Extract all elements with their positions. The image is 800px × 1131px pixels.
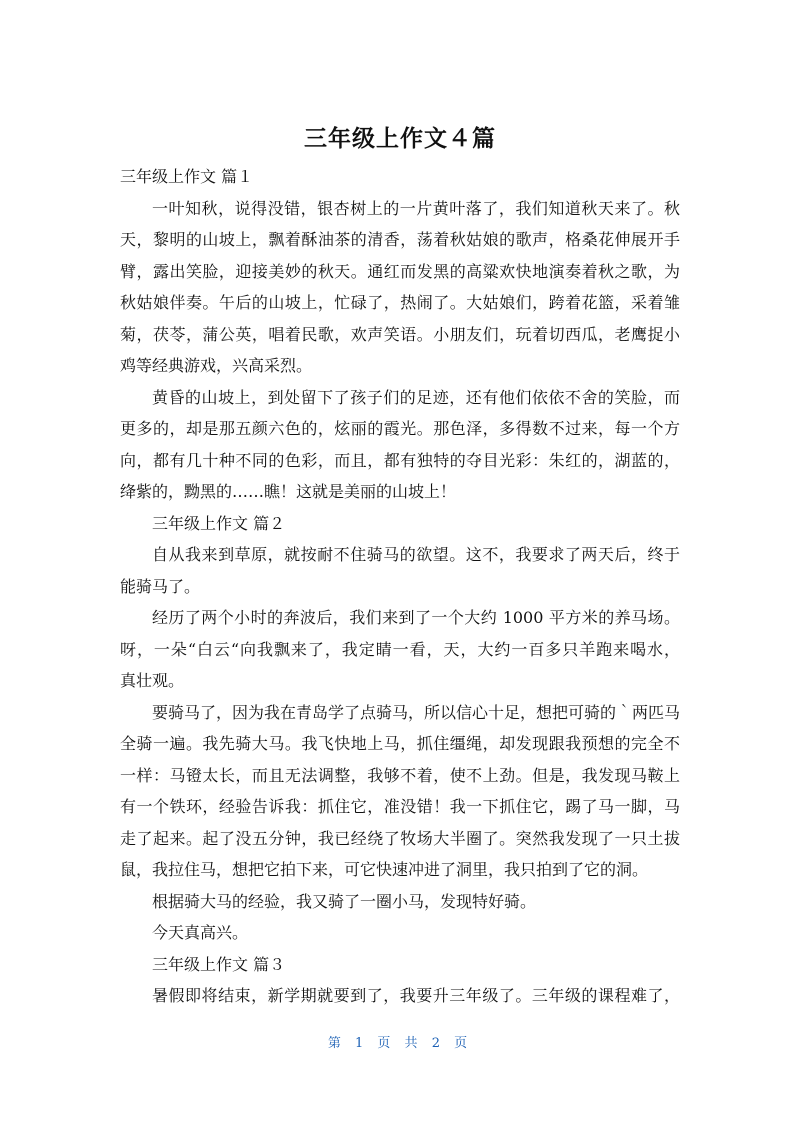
body-line: 黄昏的山坡上，到处留下了孩子们的足迹，还有他们依依不舍的笑脸，而 <box>152 387 680 407</box>
body-line: 天，黎明的山坡上，飘着酥油茶的清香，荡着秋姑娘的歌声，格桑花伸展开手 <box>120 230 680 249</box>
body-line: 自从我来到草原，就按耐不住骑马的欲望。这不，我要求了两天后，终于 <box>152 545 680 564</box>
body-line: 暑假即将结束，新学期就要到了，我要升三年级了。三年级的课程难了， <box>152 986 680 1005</box>
body-line: 菊，茯苓，蒲公英，唱着民歌，欢声笑语。小朋友们，玩着切西瓜，老鹰捉小 <box>120 324 680 344</box>
body-line: 走了起来。起了没五分钟，我已经绕了牧场大半圈了。突然我发现了一只土拔 <box>120 828 680 848</box>
body-line: 一叶知秋，说得没错，银杏树上的一片黄叶落了，我们知道秋天来了。秋 <box>152 198 680 218</box>
body-line: 有一个铁环，经验告诉我：抓住它，准没错！我一下抓住它，踢了马一脚，马 <box>120 797 680 816</box>
body-line: 根据骑大马的经验，我又骑了一圈小马，发现特好骑。 <box>152 891 537 911</box>
body-line: 向，都有几十种不同的色彩，而且，都有独特的夺目光彩：朱红的，湖蓝的， <box>120 450 680 470</box>
body-line: 一样：马镫太长，而且无法调整，我够不着，使不上劲。但是，我发现马鞍上 <box>120 765 680 785</box>
body-line: 经历了两个小时的奔波后，我们来到了一个大约 1000 平方米的养马场。 <box>152 608 680 627</box>
body-line: 今天真高兴。 <box>152 923 249 942</box>
body-line: 鸡等经典游戏，兴高采烈。 <box>120 356 313 375</box>
body-line: 全骑一遍。我先骑大马。我飞快地上马，抓住缰绳，却发现跟我预想的完全不 <box>120 734 680 753</box>
section-heading-1: 三年级上作文 篇１ <box>120 167 254 186</box>
body-line: 臂，露出笑脸，迎接美妙的秋天。通红而发黑的高粱欢快地演奏着秋之歌，为 <box>120 261 680 281</box>
body-line: 绛紫的，黝黑的……瞧！这就是美丽的山坡上！ <box>120 482 457 501</box>
document-title: 三年级上作文４篇 <box>304 126 496 152</box>
body-line: 真壮观。 <box>120 671 185 690</box>
body-line: 呀，一朵“白云“向我飘来了，我定睛一看，天，大约一百多只羊跑来喝水， <box>120 639 680 659</box>
page-number-footer: 第 1 页 共 2 页 <box>327 1036 473 1051</box>
body-line: 更多的，却是那五颜六色的，炫丽的霞光。那色泽，多得数不过来，每一个方 <box>120 419 680 438</box>
body-line: 鼠，我拉住马，想把它拍下来，可它快速冲进了洞里，我只拍到了它的洞。 <box>120 860 649 879</box>
section-heading-3: 三年级上作文 篇３ <box>152 954 286 974</box>
body-line: 要骑马了，因为我在青岛学了点骑马，所以信心十足，想把可骑的｀两匹马 <box>152 702 681 722</box>
body-line: 能骑马了。 <box>120 576 201 596</box>
body-line: 秋姑娘伴奏。午后的山坡上，忙碌了，热闹了。大姑娘们，跨着花篮，采着雏 <box>120 293 680 312</box>
section-heading-2: 三年级上作文 篇２ <box>152 513 286 533</box>
document-body <box>120 161 680 1012</box>
